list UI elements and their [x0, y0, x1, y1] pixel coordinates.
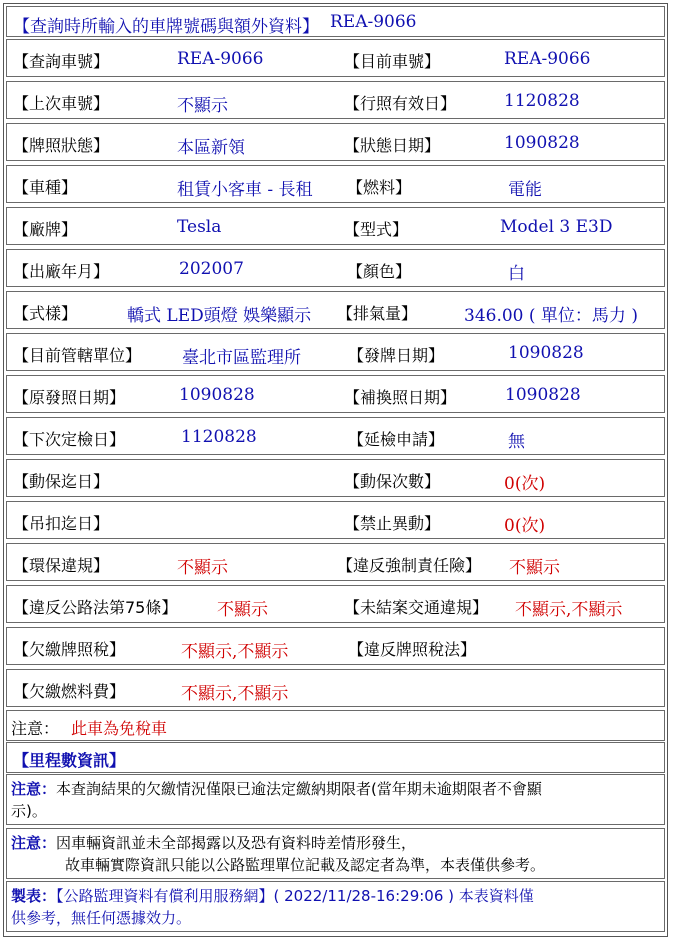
field-label: 【吊扣迄日】 [13, 514, 110, 533]
field-label: 【牌照狀態】 [13, 136, 110, 155]
info-row [6, 333, 665, 371]
field-value: 白 [508, 264, 525, 284]
field-label: 【出廠年月】 [13, 262, 110, 281]
field-label: 【廠牌】 [13, 220, 78, 239]
report-footer [6, 881, 665, 932]
field-label: 【環保違規】 [13, 556, 110, 575]
note-overdue-line1: 本查詢結果的欠繳情況僅限已逾法定繳納期限者(當年期未逾期限者不會顯 [56, 780, 542, 798]
query-header-label: 【查詢時所輸入的車牌號碼與額外資料】 [13, 17, 319, 37]
field-label: 【違反牌照稅法】 [348, 640, 477, 659]
footer-label: 製表： [11, 887, 57, 905]
field-label: 【排氣量】 [337, 304, 418, 323]
field-value: 1090828 [508, 343, 584, 363]
field-label: 【式樣】 [13, 304, 78, 323]
info-row [6, 291, 665, 329]
note-overdue [6, 774, 665, 825]
field-value: 1120828 [504, 91, 580, 111]
info-row [6, 585, 665, 623]
info-row [6, 207, 665, 245]
field-value: 臺北市區監理所 [182, 348, 301, 368]
mileage-section [6, 742, 665, 773]
info-row [6, 627, 665, 665]
note-disclaimer-line2: 故車輛實際資訊只能以公路監理單位記載及認定者為準，本表僅供參考。 [65, 856, 546, 874]
field-value: 電能 [508, 180, 542, 200]
field-value: 不顯示 [217, 600, 268, 620]
field-label: 【下次定檢日】 [13, 430, 126, 449]
info-row [6, 669, 665, 707]
field-label: 【狀態日期】 [344, 136, 441, 155]
mileage-title: 【里程數資訊】 [13, 751, 126, 770]
field-label: 【違反公路法第75條】 [13, 598, 178, 617]
info-row [6, 249, 665, 287]
query-header-plate: REA-9066 [330, 12, 417, 32]
field-label: 【違反強制責任險】 [337, 556, 482, 575]
tax-note-text: 此車為免稅車 [71, 719, 168, 738]
info-row [6, 165, 665, 203]
field-value: 不顯示,不顯示 [515, 600, 623, 620]
note-disclaimer-line1: 因車輛資訊並未全部揭露以及恐有資料時差情形發生， [56, 834, 417, 852]
field-value: 1090828 [505, 385, 581, 405]
note-disclaimer-label: 注意： [11, 834, 57, 852]
field-value: Tesla [177, 217, 222, 237]
field-value: 不顯示,不顯示 [181, 642, 289, 662]
field-value: 1090828 [179, 385, 255, 405]
info-row [6, 501, 665, 539]
field-label: 【延檢申請】 [348, 430, 445, 449]
note-disclaimer [6, 828, 665, 879]
field-value: 1120828 [181, 427, 257, 447]
info-row [6, 123, 665, 161]
field-value: 不顯示 [509, 558, 560, 578]
field-label: 【型式】 [344, 220, 409, 239]
query-header [6, 6, 665, 37]
field-label: 【行照有效日】 [344, 94, 457, 113]
info-row [6, 417, 665, 455]
field-value: 不顯示,不顯示 [181, 684, 289, 704]
info-row [6, 39, 665, 77]
field-label: 【目前管轄單位】 [13, 346, 142, 365]
field-value: 0(次) [504, 516, 546, 536]
field-value: 0(次) [504, 474, 546, 494]
field-label: 【動保迄日】 [13, 472, 110, 491]
note-overdue-label: 注意： [11, 780, 57, 798]
footer-line1: 【公路監理資料有償利用服務網】( 2022/11/28-16:29:06 ) 本表資料僅 [56, 887, 534, 905]
field-value: 346.00 ( 單位：馬力 ) [464, 306, 638, 326]
tax-exempt-note [6, 710, 665, 741]
field-label: 【車種】 [13, 178, 78, 197]
field-value: 租賃小客車 - 長租 [177, 180, 313, 200]
field-value: 不顯示 [177, 96, 228, 116]
info-row [6, 81, 665, 119]
tax-note-label: 注意： [11, 719, 60, 738]
field-value: 無 [508, 432, 525, 452]
field-label: 【欠繳燃料費】 [13, 682, 126, 701]
field-value: 1090828 [504, 133, 580, 153]
field-value: 本區新領 [177, 138, 245, 158]
field-label: 【發牌日期】 [348, 346, 445, 365]
field-label: 【禁止異動】 [344, 514, 441, 533]
field-value: 不顯示 [177, 558, 228, 578]
field-value: Model 3 E3D [500, 217, 613, 237]
note-overdue-line2: 示)。 [11, 802, 47, 820]
field-label: 【原發照日期】 [13, 388, 126, 407]
field-value: REA-9066 [177, 49, 264, 69]
field-label: 【顏色】 [347, 262, 412, 281]
info-row [6, 543, 665, 581]
info-row [6, 459, 665, 497]
field-label: 【燃料】 [347, 178, 412, 197]
field-value: 202007 [179, 259, 244, 279]
field-label: 【目前車號】 [344, 52, 441, 71]
field-value: 轎式 LED頭燈 娛樂顯示 [127, 306, 312, 326]
field-label: 【欠繳牌照稅】 [13, 640, 126, 659]
field-value: REA-9066 [504, 49, 591, 69]
field-label: 【未結案交通違規】 [344, 598, 489, 617]
field-label: 【上次車號】 [13, 94, 110, 113]
field-label: 【補換照日期】 [344, 388, 457, 407]
info-row [6, 375, 665, 413]
field-label: 【查詢車號】 [13, 52, 110, 71]
footer-line2: 供參考，無任何憑據效力。 [11, 909, 192, 927]
field-label: 【動保次數】 [344, 472, 441, 491]
